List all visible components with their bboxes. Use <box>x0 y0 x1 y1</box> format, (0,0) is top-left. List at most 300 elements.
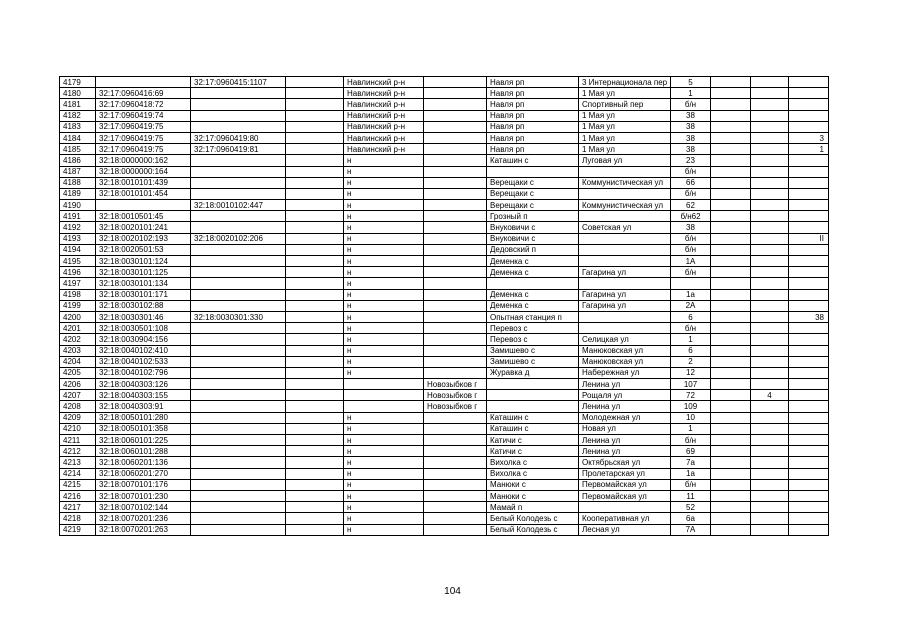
extra-cell <box>286 256 344 267</box>
structure-cell <box>751 166 789 177</box>
street-cell: Ленина ул <box>579 435 671 446</box>
house-number-cell: 38 <box>671 110 711 121</box>
district-cell: н <box>344 323 424 334</box>
table-row <box>60 423 829 434</box>
cadastral-number-cell: 32:17:0960419:74 <box>96 110 191 121</box>
row-number-cell: 4185 <box>60 144 96 155</box>
structure-cell <box>751 524 789 535</box>
table-row <box>60 479 829 490</box>
cadastral-number-cell: 32:18:0030101:124 <box>96 256 191 267</box>
house-number-cell: 1 <box>671 423 711 434</box>
house-number-cell: 7а <box>671 457 711 468</box>
building-cell <box>711 289 751 300</box>
street-cell <box>579 188 671 199</box>
table-row <box>60 177 829 188</box>
extra-cell <box>286 99 344 110</box>
apartment-cell <box>789 267 829 278</box>
district-cell: н <box>344 267 424 278</box>
table-row <box>60 188 829 199</box>
district-cell: н <box>344 311 424 322</box>
house-number-cell: 107 <box>671 379 711 390</box>
structure-cell <box>751 401 789 412</box>
settlement-cell: Верещаки с <box>487 200 579 211</box>
related-cadastral-number-cell: 32:17:0960419:80 <box>191 132 286 143</box>
street-cell: Ленина ул <box>579 401 671 412</box>
structure-cell <box>751 110 789 121</box>
district-cell: н <box>344 166 424 177</box>
street-cell: Набережная ул <box>579 367 671 378</box>
row-number-cell: 4204 <box>60 356 96 367</box>
structure-cell <box>751 334 789 345</box>
cadastral-number-cell: 32:18:0010101:454 <box>96 188 191 199</box>
row-number-cell: 4188 <box>60 177 96 188</box>
building-cell <box>711 177 751 188</box>
cadastral-number-cell: 32:18:0010101:439 <box>96 177 191 188</box>
related-cadastral-number-cell <box>191 177 286 188</box>
city-cell <box>424 311 487 322</box>
settlement-cell: Катичи с <box>487 435 579 446</box>
table-row <box>60 446 829 457</box>
related-cadastral-number-cell <box>191 423 286 434</box>
district-cell: н <box>344 177 424 188</box>
related-cadastral-number-cell: 32:18:0020102:206 <box>191 233 286 244</box>
city-cell <box>424 412 487 423</box>
district-cell: н <box>344 244 424 255</box>
related-cadastral-number-cell <box>191 300 286 311</box>
apartment-cell <box>789 435 829 446</box>
city-cell <box>424 423 487 434</box>
row-number-cell: 4191 <box>60 211 96 222</box>
district-cell: н <box>344 502 424 513</box>
apartment-cell <box>789 367 829 378</box>
apartment-cell <box>789 211 829 222</box>
apartment-cell: 3 <box>789 132 829 143</box>
building-cell <box>711 446 751 457</box>
house-number-cell: 72 <box>671 390 711 401</box>
row-number-cell: 4207 <box>60 390 96 401</box>
structure-cell <box>751 311 789 322</box>
city-cell <box>424 446 487 457</box>
apartment-cell <box>789 446 829 457</box>
structure-cell <box>751 367 789 378</box>
structure-cell <box>751 356 789 367</box>
cadastral-number-cell: 32:18:0070101:230 <box>96 490 191 501</box>
row-number-cell: 4184 <box>60 132 96 143</box>
building-cell <box>711 132 751 143</box>
cadastral-number-cell <box>96 77 191 88</box>
city-cell <box>424 200 487 211</box>
house-number-cell: б/н <box>671 267 711 278</box>
cadastral-number-cell: 32:17:0960419:75 <box>96 121 191 132</box>
cadastral-number-cell: 32:18:0070101:176 <box>96 479 191 490</box>
building-cell <box>711 323 751 334</box>
building-cell <box>711 188 751 199</box>
extra-cell <box>286 334 344 345</box>
settlement-cell: Замишево с <box>487 356 579 367</box>
house-number-cell: 6 <box>671 345 711 356</box>
structure-cell: 4 <box>751 390 789 401</box>
building-cell <box>711 435 751 446</box>
extra-cell <box>286 211 344 222</box>
related-cadastral-number-cell <box>191 121 286 132</box>
city-cell <box>424 345 487 356</box>
building-cell <box>711 278 751 289</box>
house-number-cell: 1а <box>671 289 711 300</box>
related-cadastral-number-cell <box>191 401 286 412</box>
settlement-cell: Журавка д <box>487 367 579 378</box>
extra-cell <box>286 446 344 457</box>
related-cadastral-number-cell <box>191 502 286 513</box>
structure-cell <box>751 188 789 199</box>
related-cadastral-number-cell <box>191 435 286 446</box>
row-number-cell: 4182 <box>60 110 96 121</box>
street-cell: Коммунистическая ул <box>579 177 671 188</box>
apartment-cell <box>789 256 829 267</box>
district-cell: н <box>344 211 424 222</box>
district-cell <box>344 379 424 390</box>
house-number-cell: 1 <box>671 334 711 345</box>
district-cell <box>344 390 424 401</box>
settlement-cell: Вихолка с <box>487 468 579 479</box>
district-cell: н <box>344 490 424 501</box>
extra-cell <box>286 401 344 412</box>
table-row <box>60 155 829 166</box>
table-row <box>60 457 829 468</box>
extra-cell <box>286 233 344 244</box>
street-cell: Гагарина ул <box>579 289 671 300</box>
apartment-cell <box>789 401 829 412</box>
apartment-cell <box>789 345 829 356</box>
house-number-cell: б/н <box>671 233 711 244</box>
extra-cell <box>286 502 344 513</box>
settlement-cell: Навля рп <box>487 88 579 99</box>
apartment-cell <box>789 110 829 121</box>
street-cell: Рощаля ул <box>579 390 671 401</box>
district-cell: н <box>344 300 424 311</box>
building-cell <box>711 233 751 244</box>
district-cell: Навлинский р-н <box>344 99 424 110</box>
building-cell <box>711 502 751 513</box>
apartment-cell <box>789 121 829 132</box>
extra-cell <box>286 412 344 423</box>
city-cell <box>424 502 487 513</box>
structure-cell <box>751 99 789 110</box>
extra-cell <box>286 77 344 88</box>
related-cadastral-number-cell <box>191 99 286 110</box>
structure-cell <box>751 278 789 289</box>
row-number-cell: 4217 <box>60 502 96 513</box>
row-number-cell: 4197 <box>60 278 96 289</box>
table-row <box>60 267 829 278</box>
extra-cell <box>286 110 344 121</box>
table-row <box>60 401 829 412</box>
city-cell <box>424 490 487 501</box>
structure-cell <box>751 468 789 479</box>
cadastral-number-cell: 32:18:0070201:236 <box>96 513 191 524</box>
street-cell: Молодежная ул <box>579 412 671 423</box>
apartment-cell <box>789 356 829 367</box>
table-row <box>60 435 829 446</box>
related-cadastral-number-cell <box>191 524 286 535</box>
city-cell <box>424 468 487 479</box>
house-number-cell: 2 <box>671 356 711 367</box>
related-cadastral-number-cell <box>191 188 286 199</box>
row-number-cell: 4219 <box>60 524 96 535</box>
related-cadastral-number-cell <box>191 256 286 267</box>
house-number-cell: 38 <box>671 121 711 132</box>
table-row <box>60 412 829 423</box>
building-cell <box>711 211 751 222</box>
related-cadastral-number-cell <box>191 345 286 356</box>
structure-cell <box>751 244 789 255</box>
extra-cell <box>286 188 344 199</box>
row-number-cell: 4203 <box>60 345 96 356</box>
cadastral-number-cell: 32:18:0040102:533 <box>96 356 191 367</box>
related-cadastral-number-cell <box>191 379 286 390</box>
apartment-cell <box>789 99 829 110</box>
apartment-cell <box>789 502 829 513</box>
cadastral-number-cell: 32:18:0030102:88 <box>96 300 191 311</box>
house-number-cell: 11 <box>671 490 711 501</box>
district-cell: Навлинский р-н <box>344 110 424 121</box>
apartment-cell <box>789 188 829 199</box>
settlement-cell: Белый Колодезь с <box>487 524 579 535</box>
extra-cell <box>286 490 344 501</box>
house-number-cell: 6 <box>671 311 711 322</box>
related-cadastral-number-cell: 32:17:0960415:1107 <box>191 77 286 88</box>
table-row <box>60 379 829 390</box>
extra-cell <box>286 222 344 233</box>
apartment-cell <box>789 77 829 88</box>
building-cell <box>711 166 751 177</box>
row-number-cell: 4196 <box>60 267 96 278</box>
building-cell <box>711 457 751 468</box>
building-cell <box>711 244 751 255</box>
building-cell <box>711 390 751 401</box>
row-number-cell: 4181 <box>60 99 96 110</box>
building-cell <box>711 524 751 535</box>
building-cell <box>711 88 751 99</box>
structure-cell <box>751 323 789 334</box>
extra-cell <box>286 155 344 166</box>
related-cadastral-number-cell <box>191 88 286 99</box>
extra-cell <box>286 311 344 322</box>
table-row <box>60 278 829 289</box>
city-cell <box>424 278 487 289</box>
district-cell: н <box>344 289 424 300</box>
row-number-cell: 4187 <box>60 166 96 177</box>
cadastral-number-cell: 32:18:0030904:156 <box>96 334 191 345</box>
city-cell <box>424 121 487 132</box>
settlement-cell: Навля рп <box>487 110 579 121</box>
extra-cell <box>286 144 344 155</box>
extra-cell <box>286 379 344 390</box>
registry-table <box>59 76 829 536</box>
settlement-cell: Каташин с <box>487 423 579 434</box>
cadastral-number-cell: 32:18:0040303:155 <box>96 390 191 401</box>
row-number-cell: 4193 <box>60 233 96 244</box>
district-cell: н <box>344 222 424 233</box>
extra-cell <box>286 457 344 468</box>
extra-cell <box>286 177 344 188</box>
table-row <box>60 390 829 401</box>
house-number-cell <box>671 278 711 289</box>
related-cadastral-number-cell: 32:18:0030301:330 <box>191 311 286 322</box>
apartment-cell <box>789 468 829 479</box>
row-number-cell: 4194 <box>60 244 96 255</box>
street-cell: Гагарина ул <box>579 300 671 311</box>
row-number-cell: 4186 <box>60 155 96 166</box>
row-number-cell: 4211 <box>60 435 96 446</box>
settlement-cell: Перевоз с <box>487 323 579 334</box>
extra-cell <box>286 132 344 143</box>
street-cell: Лесная ул <box>579 524 671 535</box>
extra-cell <box>286 390 344 401</box>
house-number-cell: 69 <box>671 446 711 457</box>
settlement-cell: Деменка с <box>487 289 579 300</box>
apartment-cell: II <box>789 233 829 244</box>
table-row <box>60 166 829 177</box>
table-row <box>60 244 829 255</box>
settlement-cell: Дедовский п <box>487 244 579 255</box>
row-number-cell: 4216 <box>60 490 96 501</box>
extra-cell <box>286 356 344 367</box>
building-cell <box>711 379 751 390</box>
table-body <box>60 77 829 536</box>
district-cell: н <box>344 524 424 535</box>
apartment-cell <box>789 457 829 468</box>
city-cell <box>424 289 487 300</box>
street-cell: 1 Мая ул <box>579 144 671 155</box>
extra-cell <box>286 323 344 334</box>
apartment-cell <box>789 390 829 401</box>
table-row <box>60 144 829 155</box>
apartment-cell <box>789 412 829 423</box>
city-cell <box>424 435 487 446</box>
row-number-cell: 4200 <box>60 311 96 322</box>
table-row <box>60 77 829 88</box>
row-number-cell: 4192 <box>60 222 96 233</box>
apartment-cell: 38 <box>789 311 829 322</box>
apartment-cell <box>789 200 829 211</box>
apartment-cell <box>789 177 829 188</box>
cadastral-number-cell: 32:18:0060201:270 <box>96 468 191 479</box>
city-cell <box>424 367 487 378</box>
settlement-cell: Опытная станция п <box>487 311 579 322</box>
related-cadastral-number-cell <box>191 166 286 177</box>
page-number: 104 <box>444 586 461 597</box>
apartment-cell <box>789 88 829 99</box>
house-number-cell: 62 <box>671 200 711 211</box>
house-number-cell: 1а <box>671 468 711 479</box>
extra-cell <box>286 88 344 99</box>
extra-cell <box>286 121 344 132</box>
related-cadastral-number-cell <box>191 289 286 300</box>
cadastral-number-cell: 32:18:0040303:91 <box>96 401 191 412</box>
street-cell: Манюковская ул <box>579 356 671 367</box>
street-cell: 1 Мая ул <box>579 121 671 132</box>
extra-cell <box>286 524 344 535</box>
city-cell <box>424 356 487 367</box>
settlement-cell: Навля рп <box>487 144 579 155</box>
building-cell <box>711 345 751 356</box>
related-cadastral-number-cell <box>191 390 286 401</box>
cadastral-number-cell: 32:18:0060101:225 <box>96 435 191 446</box>
cadastral-number-cell: 32:17:0960418:72 <box>96 99 191 110</box>
district-cell: н <box>344 188 424 199</box>
city-cell <box>424 144 487 155</box>
street-cell: Советская ул <box>579 222 671 233</box>
city-cell <box>424 88 487 99</box>
row-number-cell: 4212 <box>60 446 96 457</box>
table-row <box>60 233 829 244</box>
street-cell: Селицкая ул <box>579 334 671 345</box>
city-cell <box>424 267 487 278</box>
building-cell <box>711 99 751 110</box>
house-number-cell: б/н <box>671 99 711 110</box>
related-cadastral-number-cell <box>191 278 286 289</box>
building-cell <box>711 513 751 524</box>
building-cell <box>711 334 751 345</box>
settlement-cell: Навля рп <box>487 121 579 132</box>
apartment-cell <box>789 524 829 535</box>
district-cell: н <box>344 233 424 244</box>
building-cell <box>711 479 751 490</box>
district-cell: Навлинский р-н <box>344 132 424 143</box>
cadastral-number-cell: 32:18:0050101:280 <box>96 412 191 423</box>
apartment-cell <box>789 334 829 345</box>
cadastral-number-cell: 32:18:0040303:126 <box>96 379 191 390</box>
house-number-cell: 1А <box>671 256 711 267</box>
table-row <box>60 513 829 524</box>
street-cell <box>579 256 671 267</box>
apartment-cell <box>789 155 829 166</box>
settlement-cell: Мамай п <box>487 502 579 513</box>
district-cell: н <box>344 468 424 479</box>
house-number-cell: 6а <box>671 513 711 524</box>
cadastral-number-cell <box>96 200 191 211</box>
structure-cell <box>751 502 789 513</box>
house-number-cell: б/н62 <box>671 211 711 222</box>
table-row <box>60 110 829 121</box>
structure-cell <box>751 379 789 390</box>
street-cell: Первомайская ул <box>579 479 671 490</box>
structure-cell <box>751 200 789 211</box>
related-cadastral-number-cell <box>191 222 286 233</box>
structure-cell <box>751 132 789 143</box>
city-cell <box>424 457 487 468</box>
district-cell: Навлинский р-н <box>344 77 424 88</box>
structure-cell <box>751 490 789 501</box>
row-number-cell: 4215 <box>60 479 96 490</box>
cadastral-number-cell: 32:18:0030301:46 <box>96 311 191 322</box>
street-cell <box>579 233 671 244</box>
building-cell <box>711 200 751 211</box>
city-cell <box>424 77 487 88</box>
street-cell: 1 Мая ул <box>579 88 671 99</box>
structure-cell <box>751 300 789 311</box>
extra-cell <box>286 435 344 446</box>
street-cell: Новая ул <box>579 423 671 434</box>
related-cadastral-number-cell <box>191 412 286 423</box>
house-number-cell: 109 <box>671 401 711 412</box>
street-cell: 1 Мая ул <box>579 110 671 121</box>
city-cell <box>424 244 487 255</box>
city-cell: Новозыбков г <box>424 401 487 412</box>
house-number-cell: 38 <box>671 132 711 143</box>
apartment-cell <box>789 244 829 255</box>
apartment-cell <box>789 379 829 390</box>
